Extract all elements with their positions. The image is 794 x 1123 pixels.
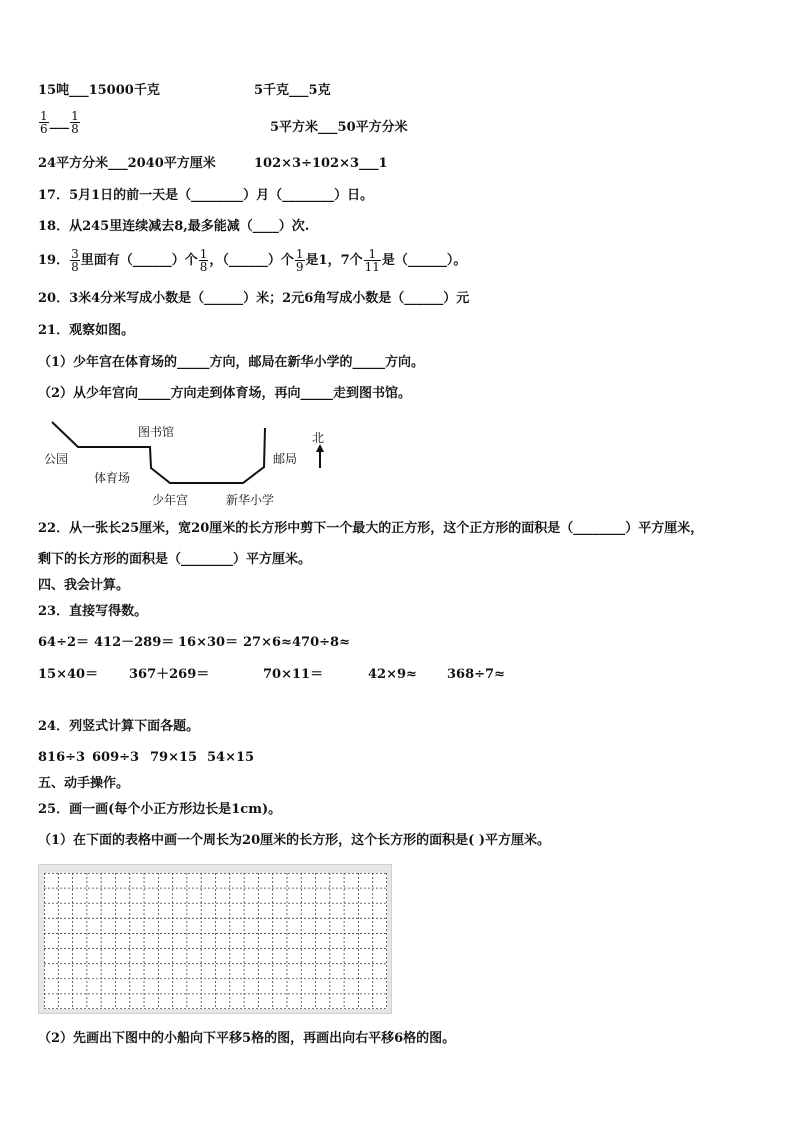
vertical-calc-item: 609÷3 xyxy=(92,750,140,765)
calc-item: 64÷2＝ xyxy=(38,635,90,650)
calc-item: 70×11＝ xyxy=(263,667,324,682)
calc-item: 367＋269＝ xyxy=(129,667,210,682)
direction-map xyxy=(38,420,348,510)
numerator: 1 xyxy=(368,247,377,261)
question-21-part-1: （1）少年宫在体育场的_____方向，邮局在新华小学的_____方向。 xyxy=(38,355,425,370)
map-label-park: 公园 xyxy=(44,452,69,466)
question-17: 17．5月1日的前一天是（________）月（________）日。 xyxy=(38,188,374,203)
denominator: 11 xyxy=(364,260,380,274)
compare-tons: 15吨___15000千克 xyxy=(38,83,160,98)
denominator: 9 xyxy=(295,260,304,274)
fraction-one-eighth xyxy=(199,248,209,273)
denominator: 6 xyxy=(40,122,48,136)
fraction-one-eleventh xyxy=(364,248,381,273)
grid-area[interactable] xyxy=(44,873,387,1009)
numerator: 1 xyxy=(40,109,48,123)
denominator: 8 xyxy=(199,260,208,274)
map-label-xinhua-school: 新华小学 xyxy=(226,493,275,507)
compare-fractions xyxy=(38,110,81,135)
question-23-title: 23．直接写得数。 xyxy=(38,604,148,619)
question-19 xyxy=(38,248,466,273)
calc-item: 412－289＝ xyxy=(94,635,175,650)
numerator: 3 xyxy=(71,247,79,261)
question-text: 是1，7个 xyxy=(305,253,363,268)
question-text: 是（______）。 xyxy=(381,253,467,268)
map-label-north: 北 xyxy=(312,431,325,445)
question-number: 19． xyxy=(38,253,70,268)
calc-item: 27×6≈ xyxy=(243,635,292,650)
numerator: 1 xyxy=(295,247,304,261)
numerator: 1 xyxy=(71,109,79,123)
fraction-one-eighth xyxy=(70,110,80,135)
fraction-one-sixth xyxy=(39,110,49,135)
grid-lines xyxy=(44,873,387,1009)
calc-item: 15×40＝ xyxy=(38,667,99,682)
question-24-title: 24．列竖式计算下面各题。 xyxy=(38,719,200,734)
question-21-part-2: （2）从少年宫向_____方向走到体育场，再向_____走到图书馆。 xyxy=(38,386,412,401)
compare-expression: 102×3÷102×3___1 xyxy=(254,156,388,171)
vertical-calc-item: 54×15 xyxy=(207,750,255,765)
numerator: 1 xyxy=(199,247,208,261)
vertical-calc-item: 79×15 xyxy=(150,750,198,765)
question-20: 20．3米4分米写成小数是（______）米；2元6角写成小数是（______）元 xyxy=(38,291,470,306)
compare-kg: 5千克___5克 xyxy=(254,83,331,98)
route-lines xyxy=(38,420,348,510)
compare-area-m2: 5平方米___50平方分米 xyxy=(270,120,408,135)
map-label-post-office: 邮局 xyxy=(273,452,298,466)
question-25-part-2: （2）先画出下图中的小船向下平移5格的图，再画出向右平移6格的图。 xyxy=(38,1031,456,1046)
calc-item: 368÷7≈ xyxy=(447,667,505,682)
map-label-stadium: 体育场 xyxy=(94,471,131,485)
compare-area-dm2: 24平方分米___2040平方厘米 xyxy=(38,156,216,171)
question-22-line-2: 剩下的长方形的面积是（________）平方厘米。 xyxy=(38,552,312,567)
calc-item: 16×30＝ xyxy=(178,635,239,650)
calc-item: 470÷8≈ xyxy=(292,635,350,650)
question-22-line-1: 22．从一张长25厘米，宽20厘米的长方形中剪下一个最大的正方形，这个正方形的面积是（________）平方厘米， xyxy=(38,521,704,536)
question-21-title: 21．观察如图。 xyxy=(38,323,135,338)
vertical-calc-item: 816÷3 xyxy=(38,750,86,765)
denominator: 8 xyxy=(71,260,79,274)
question-text: 里面有（______）个 xyxy=(80,253,198,268)
section-4-heading: 四、我会计算。 xyxy=(38,578,130,593)
calc-item: 42×9≈ xyxy=(368,667,417,682)
map-label-library: 图书馆 xyxy=(138,425,175,439)
denominator: 8 xyxy=(71,122,79,136)
section-5-heading: 五、动手操作。 xyxy=(38,776,130,791)
compare-blank: ___ xyxy=(49,115,70,130)
fraction-one-ninth xyxy=(295,248,305,273)
question-18: 18．从245里连续减去8,最多能减（____）次. xyxy=(38,219,310,234)
map-label-youth-palace: 少年宫 xyxy=(152,493,189,507)
square-grid xyxy=(38,864,392,1014)
question-text: ，（______）个 xyxy=(209,253,294,268)
question-25-part-1: （1）在下面的表格中画一个周长为20厘米的长方形，这个长方形的面积是( )平方厘米。 xyxy=(38,833,550,848)
question-25-title: 25．画一画(每个小正方形边长是1cm)。 xyxy=(38,802,282,817)
fraction-three-eighths xyxy=(70,248,80,273)
